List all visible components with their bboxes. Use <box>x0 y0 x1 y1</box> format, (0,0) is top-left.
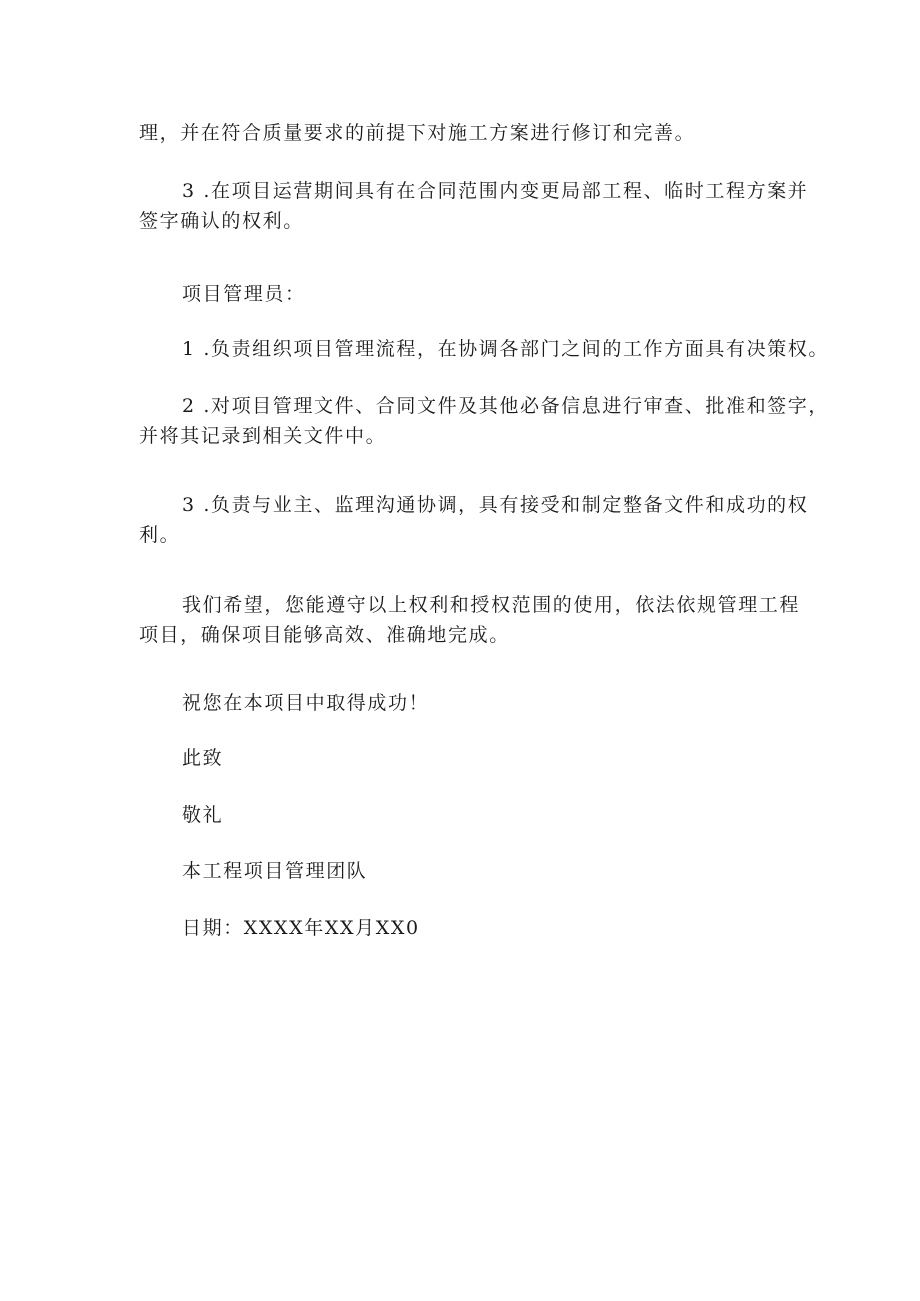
paragraph-item-2 <box>139 391 829 451</box>
text-line: 3 .在项目运营期间具有在合同范围内变更局部工程、临时工程方案并 <box>182 180 809 202</box>
text-line: 项目管理员： <box>182 283 306 305</box>
text-line: 我们希望，您能遵守以上权利和授权范围的使用，依法依规管理工程 <box>182 594 801 616</box>
text-line: 此致 <box>182 747 224 769</box>
text-line: 1 .负责组织项目管理流程，在协调各部门之间的工作方面具有决策权。 <box>182 338 829 360</box>
salutation-jing-li <box>139 800 799 830</box>
text-line: 2 .对项目管理文件、合同文件及其他必备信息进行审查、批准和签字， <box>182 395 829 417</box>
paragraph-item-3-change-rights <box>139 176 809 236</box>
paragraph-continuation <box>139 118 799 148</box>
text-line: 并将其记录到相关文件中。 <box>139 425 387 447</box>
text-line: 项目，确保项目能够高效、准确地完成。 <box>139 624 510 646</box>
text-line: 理，并在符合质量要求的前提下对施工方案进行修订和完善。 <box>139 122 696 144</box>
paragraph-item-3 <box>139 490 809 550</box>
salutation-ci-zhi <box>139 743 799 773</box>
paragraph-item-1 <box>139 334 829 364</box>
text-line: 日期：XXXX年XX月XX0 <box>182 917 420 939</box>
section-heading-project-manager <box>139 279 799 309</box>
paragraph-closing-hope <box>139 590 799 650</box>
text-line: 祝您在本项目中取得成功！ <box>182 692 430 714</box>
paragraph-wish <box>139 688 799 718</box>
signature-team <box>139 856 799 886</box>
text-line: 敬礼 <box>182 804 224 826</box>
text-line: 签字确认的权利。 <box>139 210 304 232</box>
date-line <box>139 913 799 943</box>
text-line: 利。 <box>139 524 181 546</box>
text-line: 本工程项目管理团队 <box>182 860 368 882</box>
text-line: 3 .负责与业主、监理沟通协调，具有接受和制定整备文件和成功的权 <box>182 494 809 516</box>
